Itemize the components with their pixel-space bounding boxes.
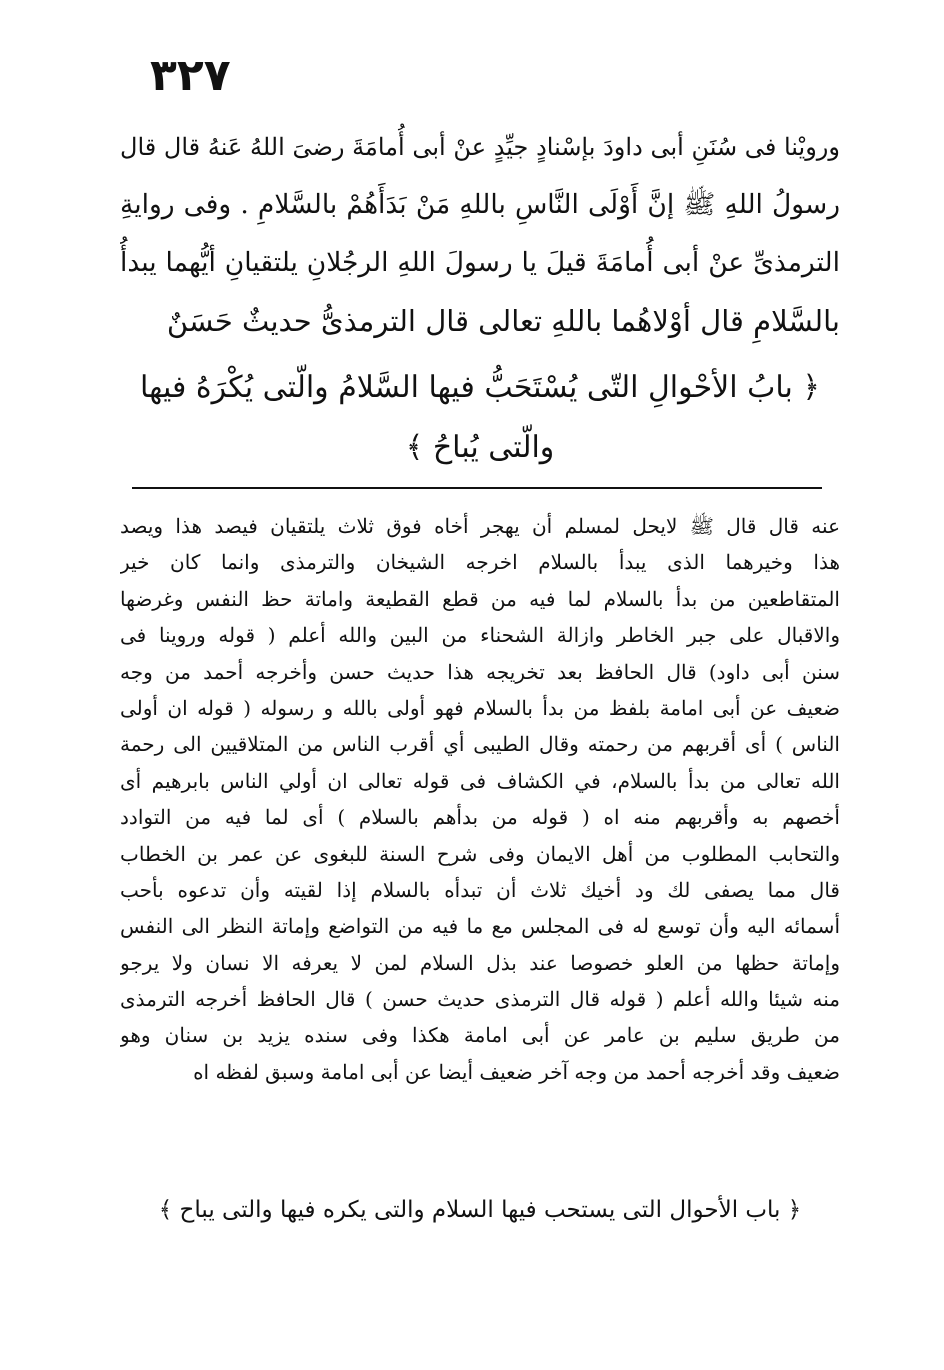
commentary-line: هذا وخيرهما الذى يبدأ بالسلام اخرجه الشيخان والترمذى وانما كان خير (120, 550, 840, 575)
main-text-line: رسولُ اللهِ ﷺ إنَّ أَوْلَى النَّاسِ باللهِ مَنْ بَدَأَهُمْ بالسَّلامِ . وفى روايةِ (120, 189, 840, 220)
chapter-heading-line: والّتى يُباحُ ﴾ (405, 430, 555, 465)
commentary-text (120, 508, 840, 1090)
commentary-line: والتحابب المطلوب من أهل الايمان وفى شرح السنة للبغوى عن عمر بن الخطاب (120, 841, 840, 866)
commentary-line: ضعيف عن أبى امامة بلفظ من بدأ بالسلام فهو أولى بالله و رسوله ( قوله ان أولى (120, 695, 840, 720)
commentary-line: من طريق سليم بن عامر عن أبى امامة هكذا وفى سنده يزيد بن سنان وهو (120, 1023, 840, 1048)
commentary-line: منه شيئا والله أعلم ( قوله قال الترمذى حديث حسن ) قال الحافظ أخرجه الترمذى (120, 987, 840, 1012)
commentary-line: وإماتة حظها من العلو خصوصا عند بذل السلام لمن لا يعرفه الا نسان ولا يرجو (120, 950, 840, 975)
main-text-line: الترمذىِّ عنْ أبى أُمامَةَ قيلَ يا رسولَ اللهِ الرجُلانِ يلتقيانِ أيُّهما يبدأُ (120, 247, 840, 278)
commentary-line: الناس ) أى أقربهم من رحمته وقال الطيبى أي أقرب الناس من المتلاقيين الى رحمة (120, 732, 840, 757)
section-divider (132, 487, 822, 489)
commentary-line: المتقاطعين من بدأ بالسلام لما فيه من قطع القطيعة واماتة حظ النفس وغرضها (120, 586, 840, 611)
commentary-line: أخصهم به وأقربهم منه اه ( قوله من بدأهم بالسلام ) أى لما فيه من التوادد (120, 805, 840, 830)
commentary-line: سنن أبى داود) قال الحافظ بعد تخريجه هذا حديث حسن وأخرجه أحمد من وجه (120, 659, 840, 684)
commentary-line: الله تعالى من بدأ بالسلام، في الكشاف فى قوله تعالى ان أولي الناس بابرهيم أى (120, 768, 840, 793)
page-number: ٣٢٧ (150, 50, 231, 101)
commentary-line: عنه قال قال ﷺ لايحل لمسلم أن يهجر أخاه فوق ثلاث يلتقيان فيصد هذا ويصد (120, 514, 840, 538)
commentary-chapter-heading: ﴿ باب الأحوال التى يستحب فيها السلام والتى يكره فيها والتى يباح ﴾ (158, 1197, 802, 1223)
main-text-line: ورويْنا فى سُنَنِ أبى داودَ بإسْنادٍ جيِّدٍ عنْ أبى أُمامَةَ رضىَ اللهُ عَنهُ قال قال (120, 133, 840, 161)
main-text-line: بالسَّلامِ قال أوْلاهُما باللهِ تعالى قال الترمذىُّ حديثٌ حَسَنٌ (166, 304, 840, 338)
chapter-heading-line: ﴿ بابُ الأحْوالِ التّى يُسْتَحَبُّ فيها السَّلامُ والّتى يُكْرَهُ فيها (140, 370, 820, 405)
commentary-line: أسمائه اليه وأن توسع له فى المجلس مع ما فيه من التواضع وإماتة النظر الى النفس (120, 914, 840, 939)
commentary-line: ضعيف وقد أخرجه أحمد من وجه آخر ضعيف أيضا عن أبى امامة وسبق لفظه اه (193, 1059, 840, 1084)
commentary-line: والاقبال على جبر الخاطر وازالة الشحناء من البين والله أعلم ( قوله وروينا فى (120, 623, 840, 648)
commentary-line: قال مما يصفى لك ود أخيك ثلاث أن تبدأه بالسلام إذا لقيته وأن تدعوه بأحب (120, 877, 840, 902)
main-text (120, 118, 840, 350)
chapter-heading (120, 358, 840, 478)
